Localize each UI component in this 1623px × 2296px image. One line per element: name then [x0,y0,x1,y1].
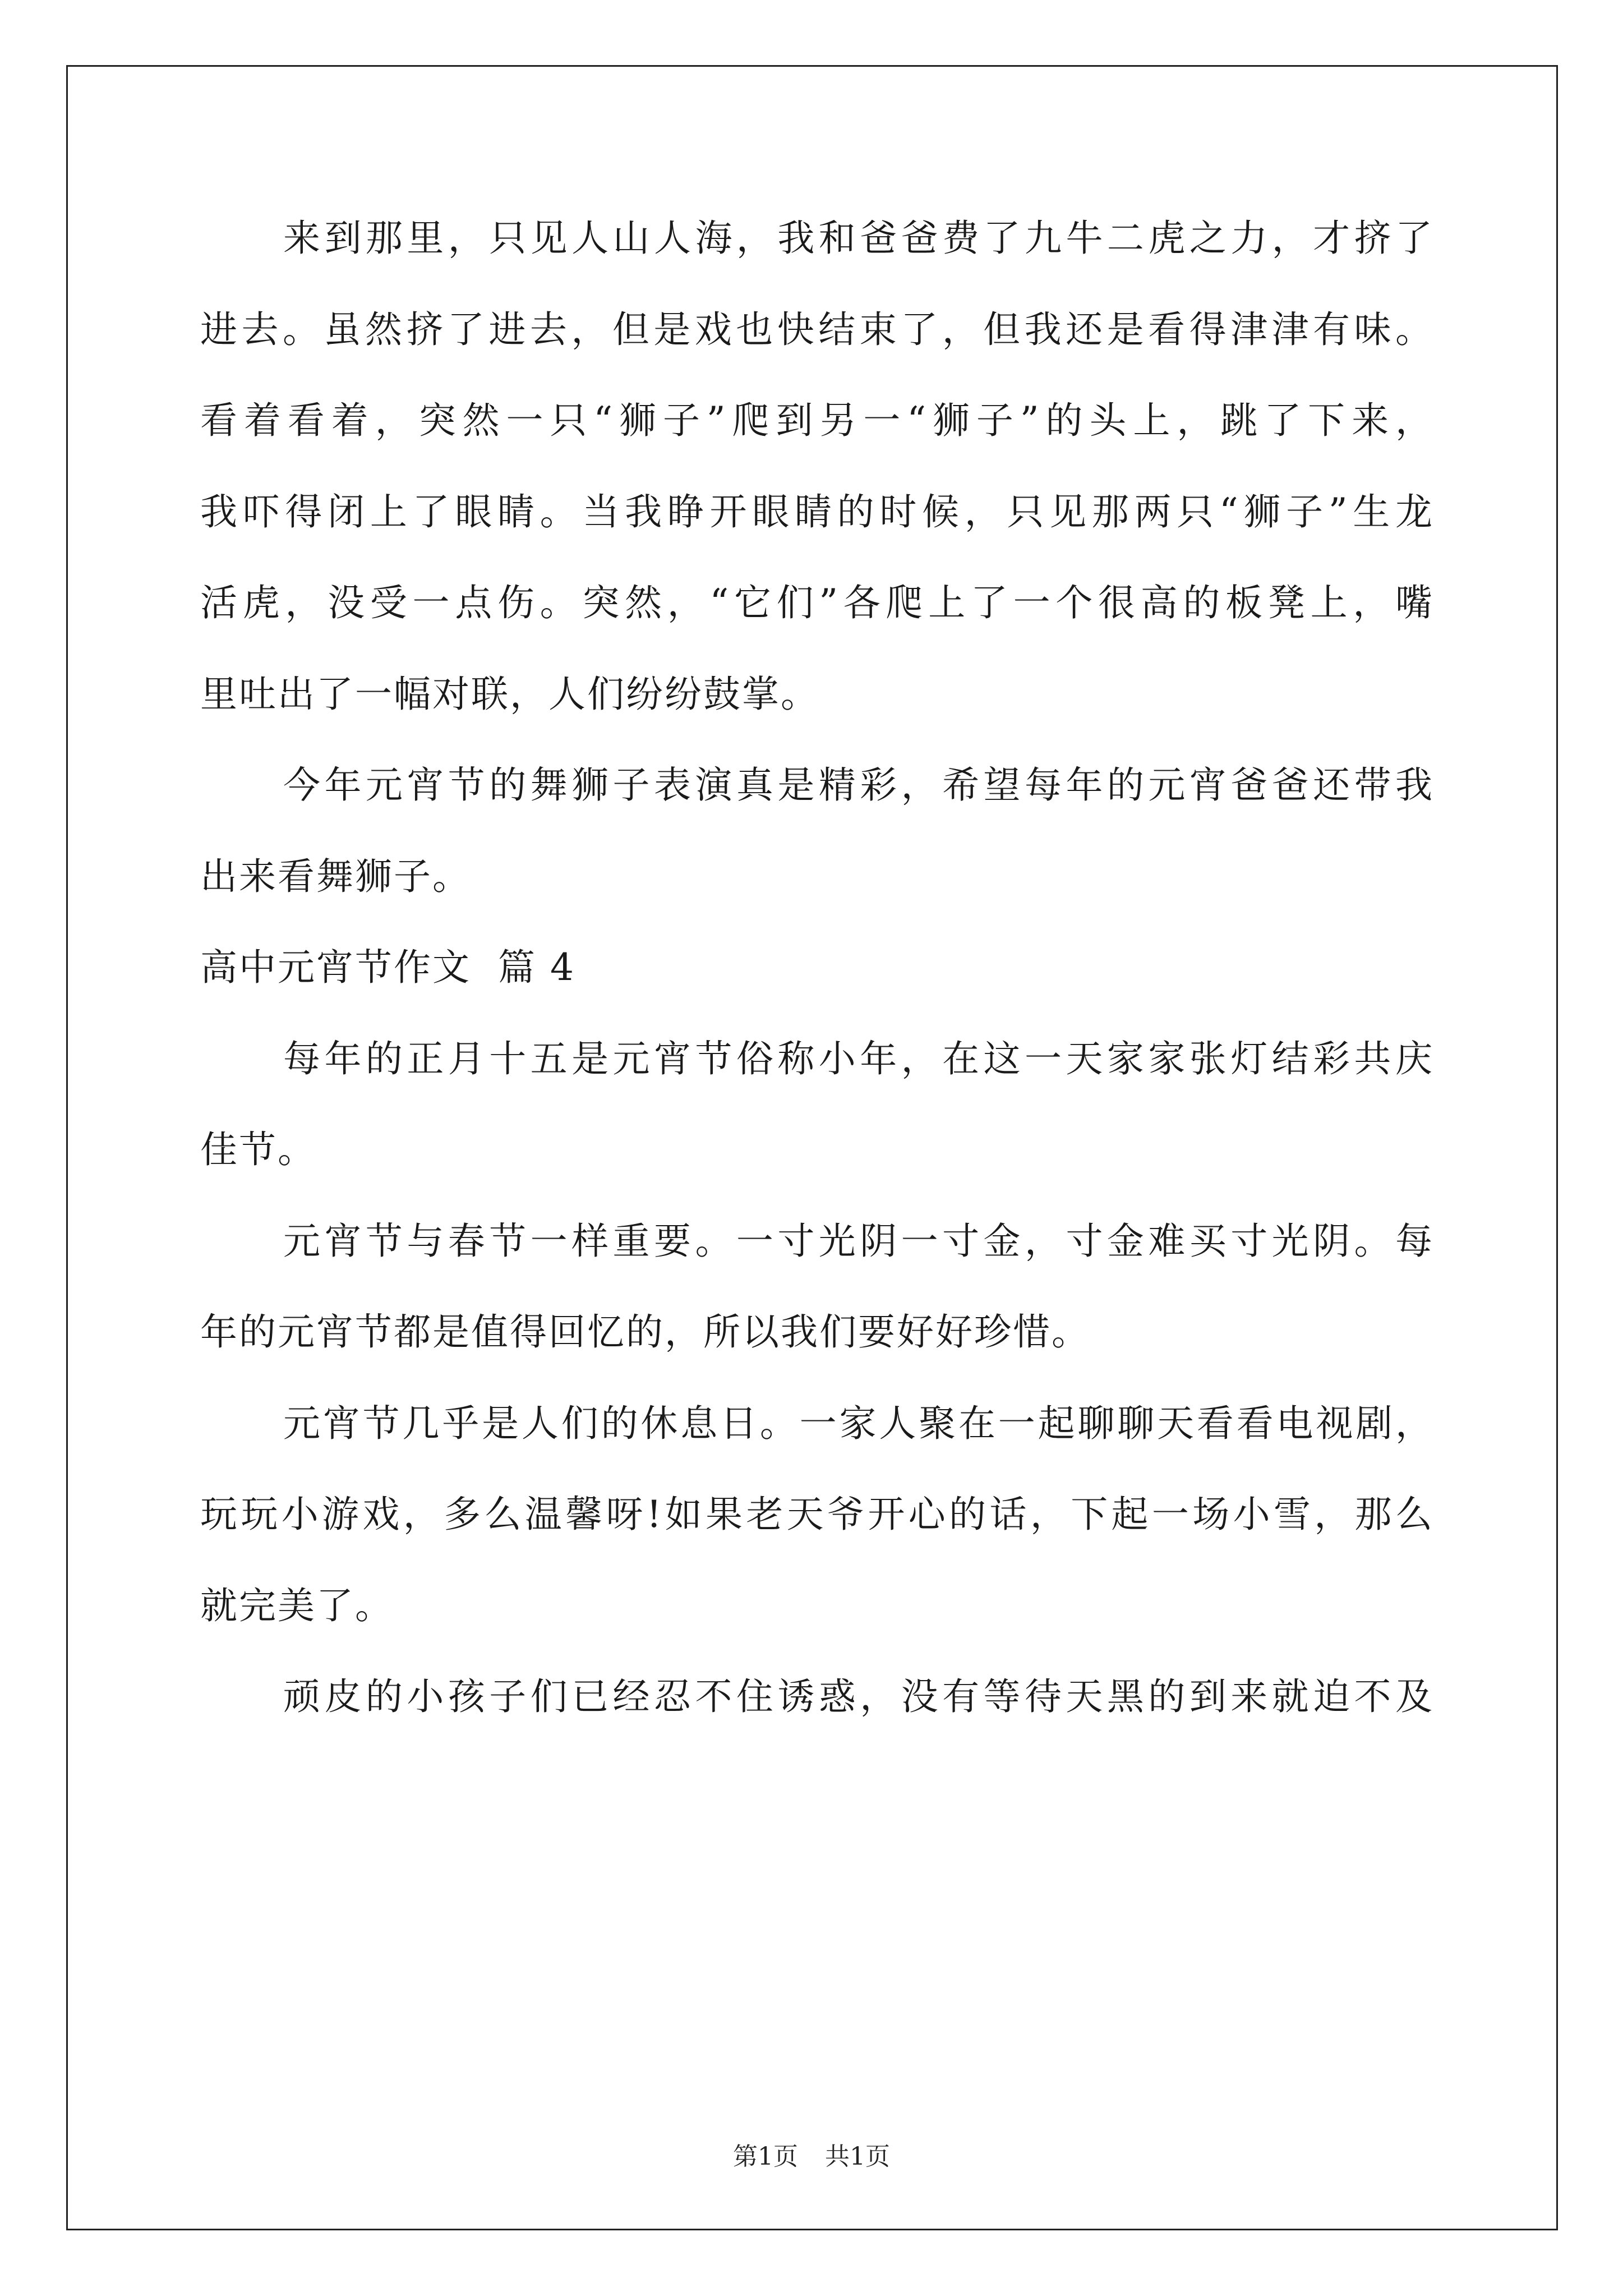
paragraph-line: 看着看着，突然一只“狮子”爬到另一“狮子”的头上，跳了下来， [200,399,1434,442]
paragraph-line: 我吓得闭上了眼睛。当我睁开眼睛的时候，只见那两只“狮子”生龙 [200,490,1434,533]
paragraph-line: 元宵节与春节一样重要。一寸光阴一寸金，寸金难买寸光阴。每 [283,1220,1434,1263]
page-total: 共1页 [825,2142,890,2171]
paragraph-line: 顽皮的小孩子们已经忍不住诱惑，没有等待天黑的到来就迫不及 [283,1675,1434,1718]
paragraph-line: 进去。虽然挤了进去，但是戏也快结束了，但我还是看得津津有味。 [200,308,1434,351]
paragraph-line: 玩玩小游戏，多么温馨呀!如果老天爷开心的话，下起一场小雪，那么 [200,1493,1434,1536]
paragraph-line: 来到那里，只见人山人海，我和爸爸费了九牛二虎之力，才挤了 [283,217,1434,260]
paragraph-line: 佳节。 [200,1128,316,1171]
paragraph-line: 每年的正月十五是元宵节俗称小年，在这一天家家张灯结彩共庆 [283,1037,1434,1080]
section-heading: 高中元宵节作文 篇 4 [200,946,575,989]
page-number: 第1页 [733,2142,798,2171]
paragraph-line: 年的元宵节都是值得回忆的，所以我们要好好珍惜。 [200,1310,1090,1354]
paragraph-line: 活虎，没受一点伤。突然，“它们”各爬上了一个很高的板凳上，嘴 [200,581,1434,624]
paragraph-line: 元宵节几乎是人们的休息日。一家人聚在一起聊聊天看看电视剧， [283,1402,1434,1445]
paragraph-line: 里吐出了一幅对联，人们纷纷鼓掌。 [200,673,819,716]
paragraph-line: 今年元宵节的舞狮子表演真是精彩，希望每年的元宵爸爸还带我 [283,763,1434,807]
paragraph-line: 就完美了。 [200,1584,394,1627]
paragraph-line: 出来看舞狮子。 [200,855,471,898]
page-footer [0,2140,1623,2174]
